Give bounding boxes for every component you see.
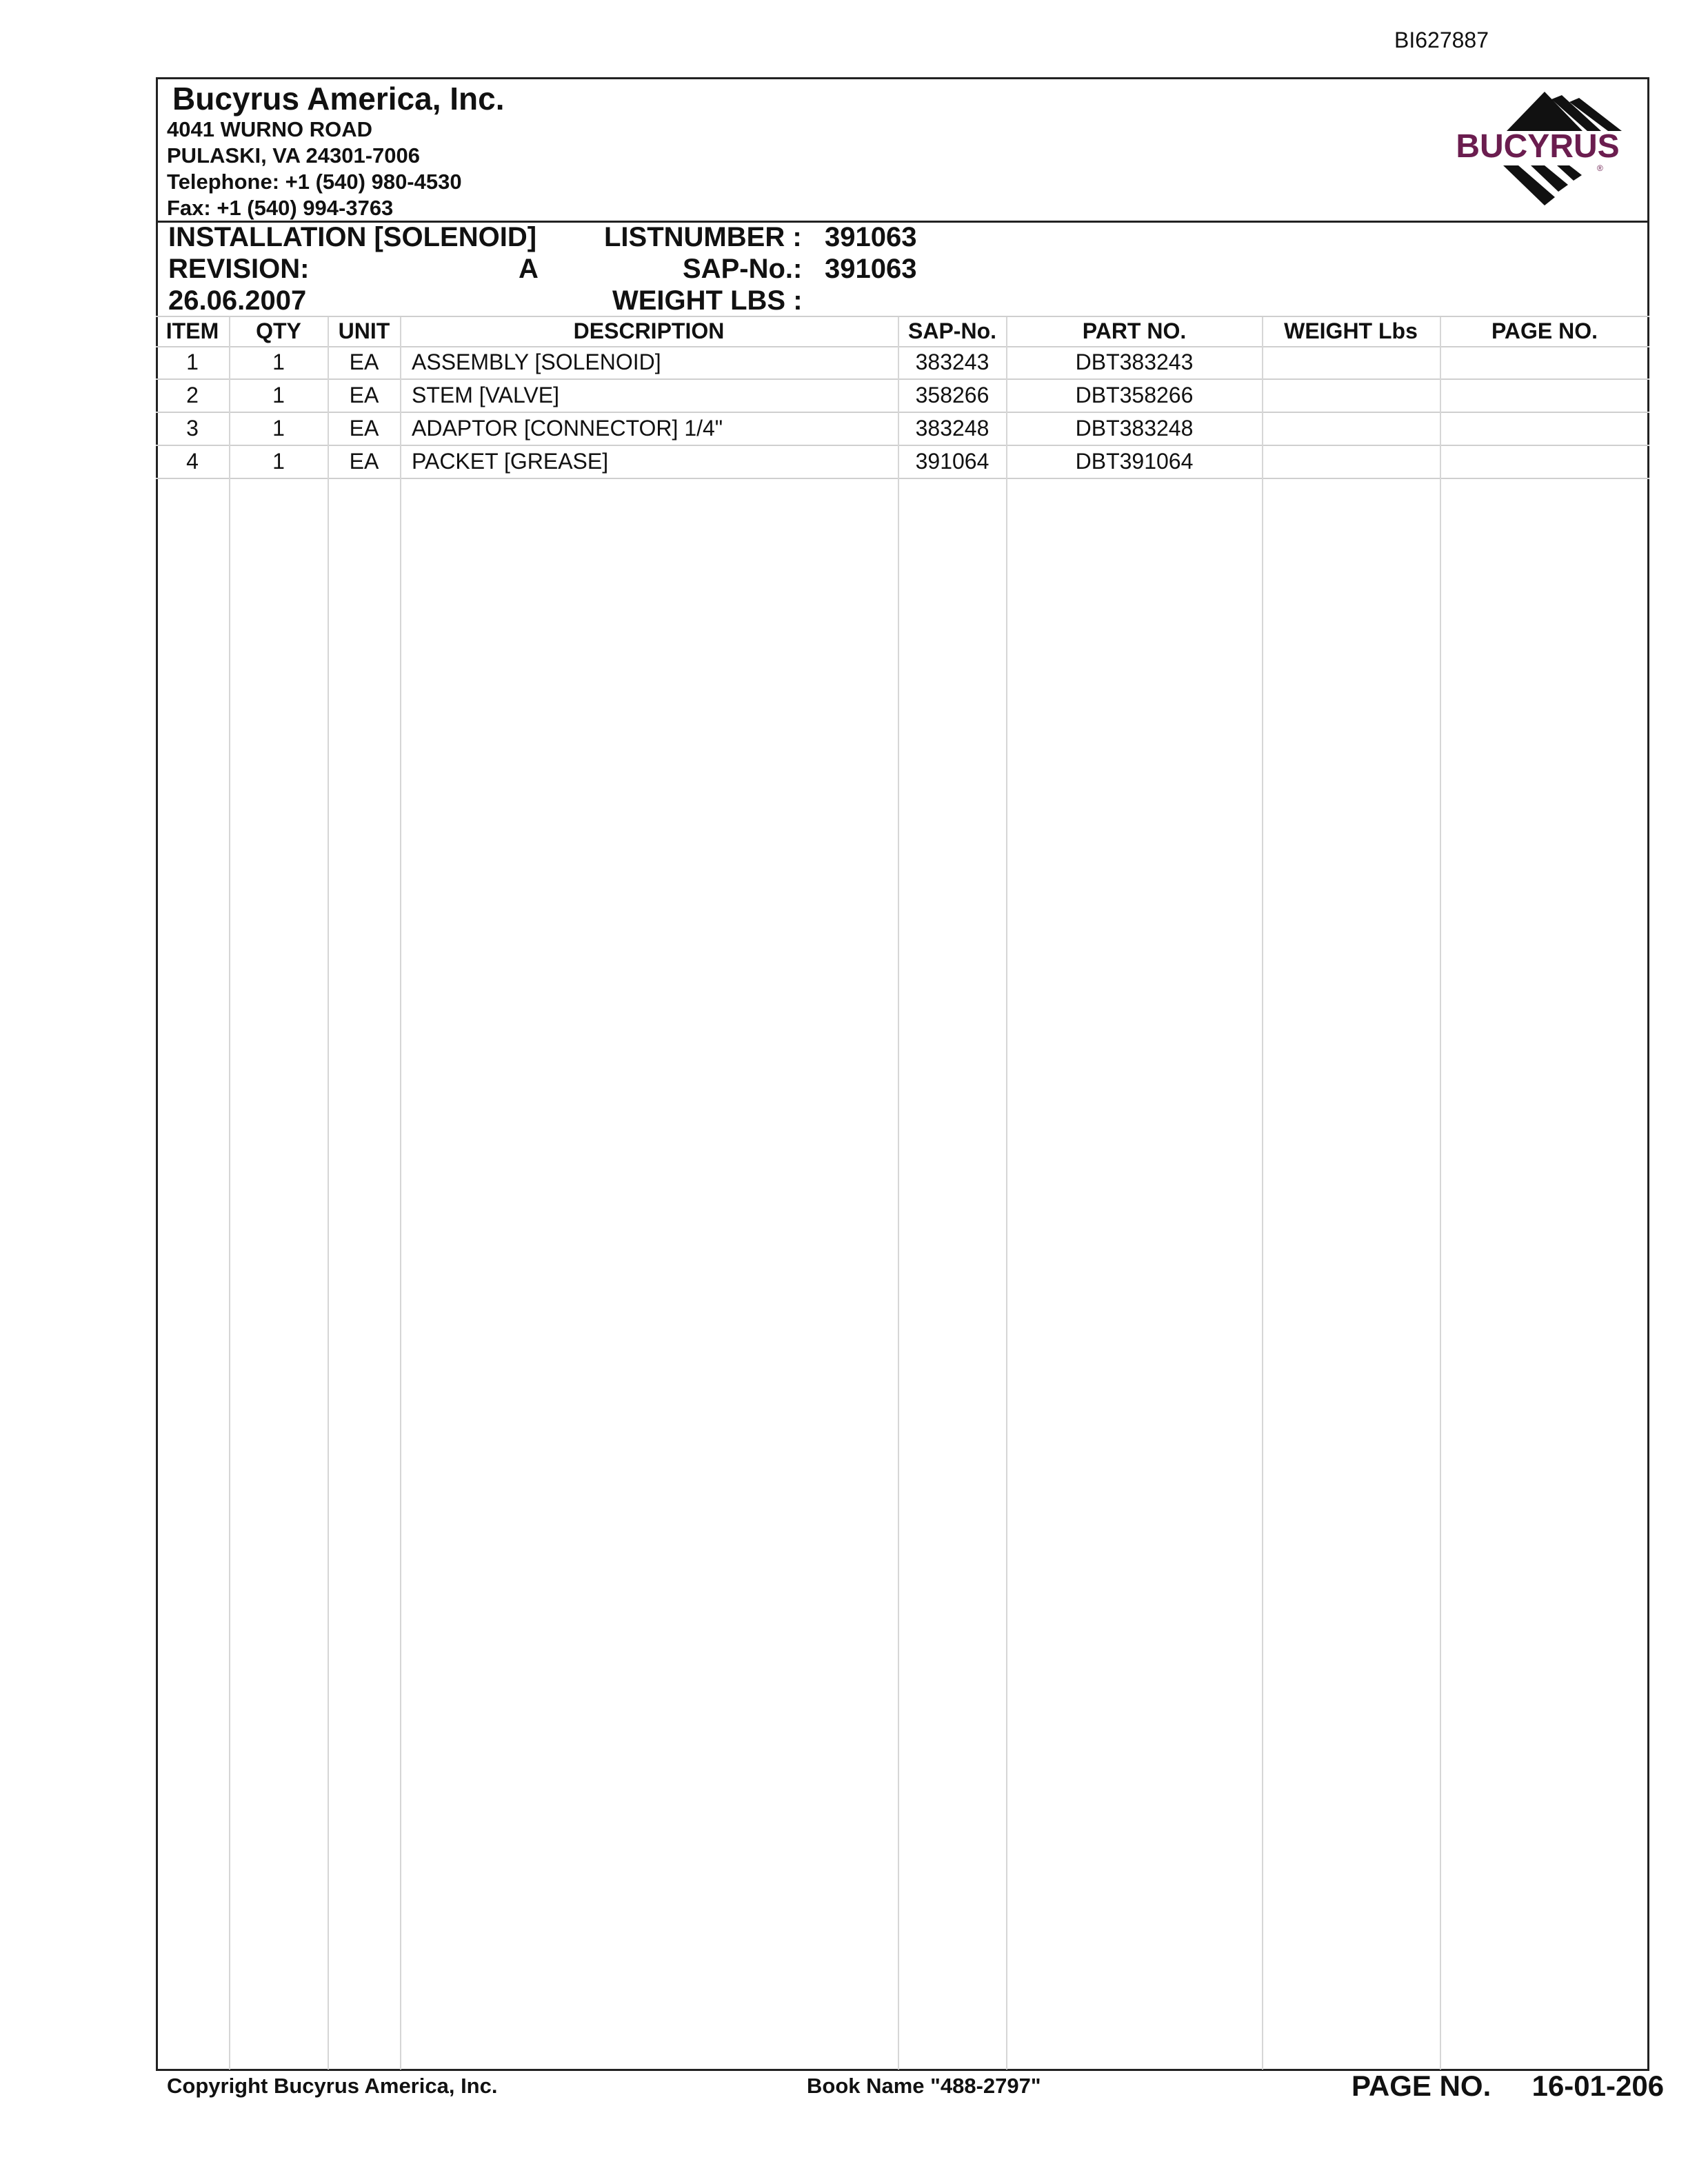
fax: Fax: +1 (540) 994-3763 bbox=[167, 196, 394, 220]
cell-description: ASSEMBLY [SOLENOID] bbox=[412, 350, 661, 374]
row-rule bbox=[156, 378, 1649, 380]
address-line-2: PULASKI, VA 24301-7006 bbox=[167, 143, 421, 168]
address-line-1: 4041 WURNO ROAD bbox=[167, 117, 372, 141]
footer-page-value: 16-01-206 bbox=[1531, 2070, 1665, 2102]
cell-unit: EA bbox=[349, 350, 379, 374]
footer-book-name: Book Name "488-2797" bbox=[807, 2074, 1041, 2098]
listnumber-label: LISTNUMBER : bbox=[604, 222, 802, 252]
cell-unit: EA bbox=[349, 416, 379, 441]
sap-value: 391063 bbox=[825, 254, 917, 284]
cell-qty: 1 bbox=[272, 383, 285, 407]
cell-item: 4 bbox=[186, 449, 199, 474]
col-header-sap: SAP-No. bbox=[908, 318, 996, 343]
column-divider bbox=[328, 317, 329, 2070]
cell-sap: 391064 bbox=[915, 449, 989, 474]
revision-label: REVISION: bbox=[168, 254, 310, 284]
column-divider bbox=[1440, 317, 1441, 2070]
col-header-item: ITEM bbox=[165, 318, 219, 343]
header-bottom-rule bbox=[156, 346, 1649, 347]
cell-qty: 1 bbox=[272, 449, 285, 474]
cell-item: 2 bbox=[186, 383, 199, 407]
col-header-weight: WEIGHT Lbs bbox=[1284, 318, 1418, 343]
weight-label: WEIGHT LBS : bbox=[612, 285, 803, 316]
cell-description: ADAPTOR [CONNECTOR] 1/4" bbox=[412, 416, 723, 441]
footer-copyright: Copyright Bucyrus America, Inc. bbox=[167, 2074, 498, 2098]
bucyrus-logo bbox=[1441, 88, 1634, 212]
cell-part-no: DBT383248 bbox=[1075, 416, 1194, 441]
cell-sap: 383248 bbox=[915, 416, 989, 441]
company-name: Bucyrus America, Inc. bbox=[172, 81, 505, 117]
cell-sap: 358266 bbox=[915, 383, 989, 407]
cell-item: 1 bbox=[186, 350, 199, 374]
footer-page-label: PAGE NO. bbox=[1352, 2070, 1491, 2102]
cell-part-no: DBT383243 bbox=[1075, 350, 1194, 374]
listnumber-value: 391063 bbox=[825, 222, 917, 252]
telephone: Telephone: +1 (540) 980-4530 bbox=[167, 170, 462, 194]
row-rule bbox=[156, 445, 1649, 446]
sap-label: SAP-No.: bbox=[683, 254, 803, 284]
row-rule bbox=[156, 478, 1649, 479]
col-header-unit: UNIT bbox=[338, 318, 390, 343]
cell-unit: EA bbox=[349, 383, 379, 407]
cell-part-no: DBT391064 bbox=[1075, 449, 1194, 474]
col-header-part-no: PART NO. bbox=[1082, 318, 1187, 343]
col-header-qty: QTY bbox=[256, 318, 301, 343]
cell-description: PACKET [GREASE] bbox=[412, 449, 609, 474]
date: 26.06.2007 bbox=[168, 285, 307, 316]
svg-text:BUCYRUS: BUCYRUS bbox=[1456, 128, 1620, 165]
cell-part-no: DBT358266 bbox=[1075, 383, 1194, 407]
footer-page-number bbox=[1352, 2070, 1664, 2103]
cell-item: 3 bbox=[186, 416, 199, 441]
revision-value: A bbox=[519, 254, 539, 284]
cell-qty: 1 bbox=[272, 350, 285, 374]
list-title: INSTALLATION [SOLENOID] bbox=[168, 222, 537, 252]
column-divider bbox=[1006, 317, 1007, 2070]
column-divider bbox=[400, 317, 401, 2070]
column-divider bbox=[229, 317, 230, 2070]
row-rule bbox=[156, 412, 1649, 413]
table-top-rule bbox=[156, 316, 1649, 317]
column-divider bbox=[898, 317, 899, 2070]
column-divider bbox=[1262, 317, 1263, 2070]
cell-qty: 1 bbox=[272, 416, 285, 441]
svg-text:®: ® bbox=[1597, 163, 1603, 173]
cell-description: STEM [VALVE] bbox=[412, 383, 559, 407]
document-id: BI627887 bbox=[1394, 28, 1489, 52]
page-frame bbox=[156, 77, 1649, 2071]
col-header-description: DESCRIPTION bbox=[573, 318, 725, 343]
col-header-page-no: PAGE NO. bbox=[1491, 318, 1598, 343]
cell-sap: 383243 bbox=[915, 350, 989, 374]
cell-unit: EA bbox=[349, 449, 379, 474]
